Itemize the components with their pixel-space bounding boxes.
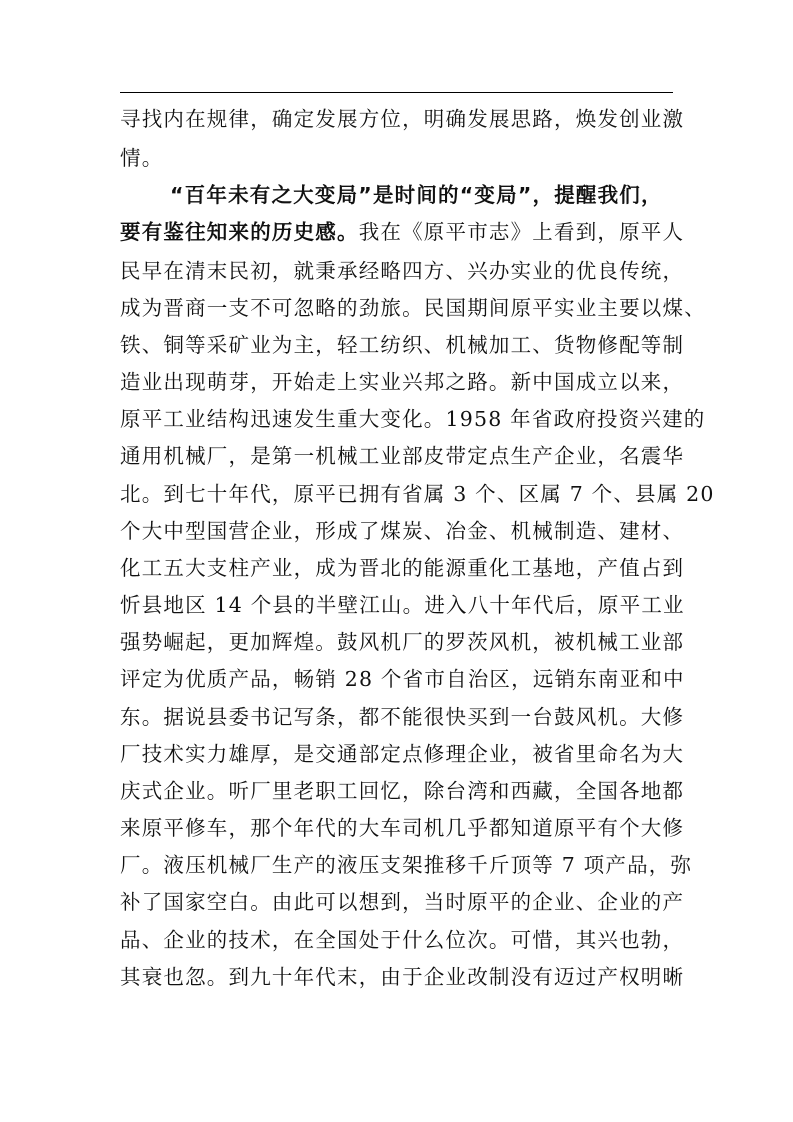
text-line: 补了国家空白。由此可以想到，当时原平的企业、企业的产 bbox=[120, 890, 685, 914]
text-line: 北。到七十年代，原平已拥有省属 3 个、区属 7 个、县属 20 bbox=[120, 482, 715, 506]
text-line: 东。据说县委书记写条，都不能很快买到一台鼓风机。大修 bbox=[120, 705, 685, 729]
text-line: 情。 bbox=[120, 146, 164, 170]
text-line: 个大中型国营企业，形成了煤炭、冶金、机械制造、建材、 bbox=[120, 519, 685, 543]
text-line: 其衰也忽。到九十年代末，由于企业改制没有迈过产权明晰 bbox=[120, 965, 685, 989]
text-line: 厂技术实力雄厚，是交通部定点修理企业，被省里命名为大 bbox=[120, 742, 685, 766]
text-line: 厂。液压机械厂生产的液压支架推移千斤顶等 7 项产品，弥 bbox=[120, 853, 693, 877]
bold-heading-line: “百年未有之大变局”是时间的“变局”，提醒我们， bbox=[170, 183, 663, 207]
text-line: 品、企业的技术，在全国处于什么位次。可惜，其兴也勃， bbox=[120, 928, 685, 952]
text-line: 来原平修车，那个年代的大车司机几乎都知道原平有个大修 bbox=[120, 816, 685, 840]
text-line: 忻县地区 14 个县的半壁江山。进入八十年代后，原平工业 bbox=[120, 593, 685, 617]
text-line bbox=[120, 212, 684, 252]
bold-heading-fragment: 要有鉴往知来的历史感。 bbox=[120, 220, 359, 244]
text-line: 庆式企业。听厂里老职工回忆，除台湾和西藏，全国各地都 bbox=[120, 779, 685, 803]
text-line: 强势崛起，更加辉煌。鼓风机厂的罗茨风机，被机械工业部 bbox=[120, 630, 685, 654]
text-line: 成为晋商一支不可忽略的劲旅。民国期间原平实业主要以煤、 bbox=[120, 296, 706, 320]
text-line: 通用机械厂，是第一机械工业部皮带定点生产企业，名震华 bbox=[120, 444, 685, 468]
text-line: 民早在清末民初，就秉承经略四方、兴办实业的优良传统， bbox=[120, 259, 685, 283]
text-line: 评定为优质产品，畅销 28 个省市自治区，远销东南亚和中 bbox=[120, 667, 685, 691]
text-fragment: 我在《原平市志》上看到，原平人 bbox=[358, 220, 685, 244]
text-line: 原平工业结构迅速发生重大变化。1958 年省政府投资兴建的 bbox=[120, 407, 706, 431]
text-line: 化工五大支柱产业，成为晋北的能源重化工基地，产值占到 bbox=[120, 556, 685, 580]
text-line: 铁、铜等采矿业为主，轻工纺织、机械加工、货物修配等制 bbox=[120, 333, 685, 357]
text-line: 寻找内在规律，确定发展方位，明确发展思路，焕发创业激 bbox=[120, 107, 685, 131]
header-rule bbox=[120, 92, 673, 93]
text-line: 造业出现萌芽，开始走上实业兴邦之路。新中国成立以来， bbox=[120, 370, 685, 394]
